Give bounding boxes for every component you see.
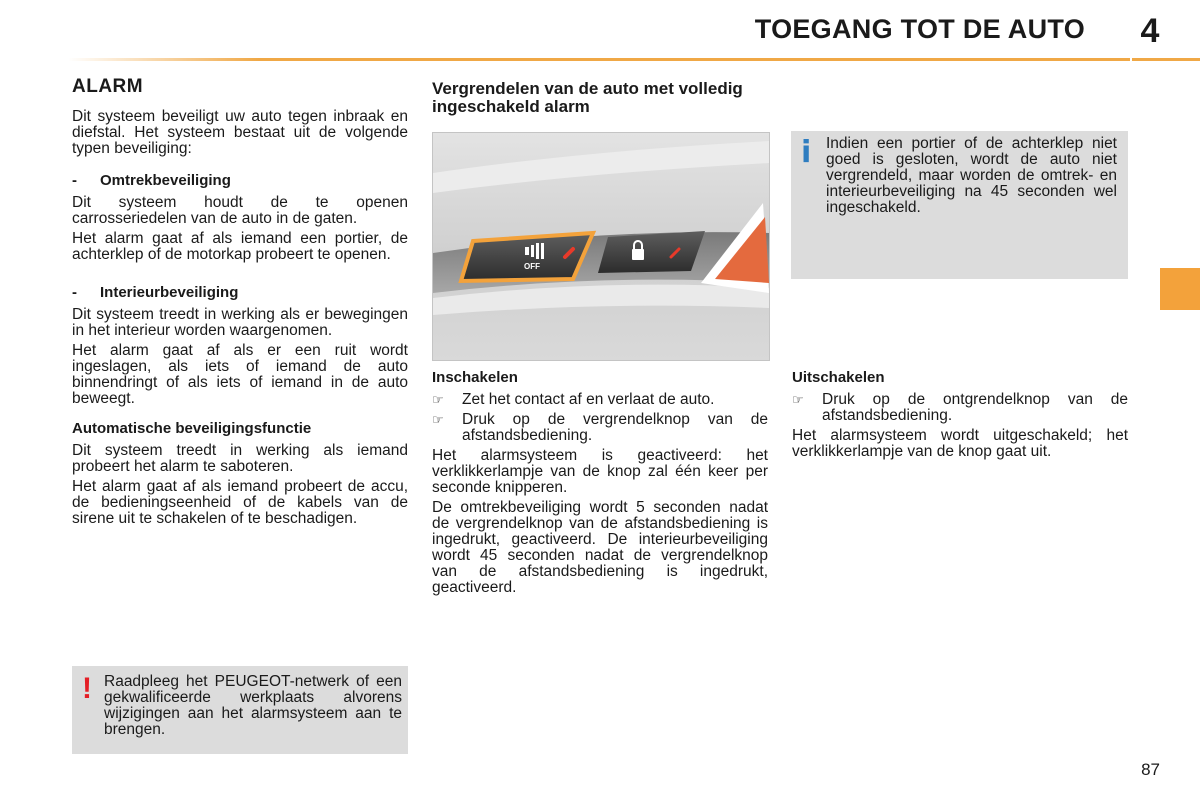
page-header-title: TOEGANG TOT DE AUTO: [754, 14, 1085, 44]
info-icon: i: [801, 135, 812, 170]
auto-protection-heading: Automatische beveiligingsfunctie: [72, 420, 312, 437]
intro-paragraph: Dit systeem beveiligt uw auto tegen inbraak en diefstal. Het systeem bestaat uit de volgende typen beveiliging:: [72, 108, 408, 157]
off-label: OFF: [524, 262, 540, 271]
interior-heading: [72, 285, 408, 301]
pointing-hand-icon: ☞: [792, 392, 804, 407]
chapter-number: 4: [1140, 12, 1160, 50]
pointing-hand-icon: ☞: [432, 392, 444, 407]
info-text: Indien een portier of de achterklep niet goed is gesloten, wordt de auto niet vergrendeld, maar worden de omtrek- en interieurbeveiliging na 45 seconden wel ingeschakeld.: [826, 135, 1117, 216]
interior-paragraph-2: Het alarm gaat af als er een ruit wordt ingeslagen, als iets of iemand de auto binnendringt of als iets of iemand in de auto beweegt.: [72, 342, 408, 407]
section-title: ALARM: [72, 76, 144, 97]
interior-heading-text: Interieurbeveiliging: [100, 284, 239, 301]
left-column: [72, 76, 408, 531]
perimeter-paragraph-2: Het alarm gaat af als iemand een portier, de achterklep of de motorkap probeert te openen.: [72, 230, 408, 263]
deactivation-bullet: [792, 392, 1128, 424]
activation-bullet: [432, 392, 768, 408]
chapter-side-tab: [1160, 268, 1200, 310]
info-box: [791, 131, 1128, 279]
header-rule: [68, 58, 1130, 61]
auto-protection-paragraph-2: Het alarm gaat af als iemand probeert de accu, de bedieningseenheid of de kabels van de sirene uit te schakelen of te beschadigen.: [72, 478, 408, 527]
dashboard-panel-image: [433, 133, 769, 360]
warning-text: Raadpleeg het PEUGEOT-netwerk of een gekwalificeerde werkplaats alvorens wijzigingen aan het alarmsysteem aan te brengen.: [104, 673, 402, 738]
perimeter-paragraph-1: Dit systeem houdt de te openen carrosseriedelen van de auto in de gaten.: [72, 194, 408, 227]
auto-protection-paragraph-1: Dit systeem treedt in werking als iemand probeert het alarm te saboteren.: [72, 442, 408, 475]
deactivation-bullet-text: Druk op de ontgrendelknop van de afstandsbediening.: [822, 391, 1128, 424]
activation-section: [432, 370, 768, 600]
locking-title: Vergrendelen van de auto met volledig ingeschakeld alarm: [432, 79, 743, 116]
perimeter-dash: -: [72, 172, 77, 189]
lock-button: [598, 231, 705, 273]
activation-bullet: [432, 412, 768, 444]
activation-bullet-text: Zet het contact af en verlaat de auto.: [462, 391, 715, 408]
alarm-button-illustration: [432, 132, 770, 361]
deactivation-section: [792, 370, 1128, 464]
page-number: 87: [1141, 760, 1160, 779]
pointing-hand-icon: ☞: [432, 412, 444, 427]
perimeter-heading-text: Omtrekbeveiliging: [100, 172, 231, 189]
activation-heading: Inschakelen: [432, 369, 518, 386]
activation-paragraph-2: De omtrekbeveiliging wordt 5 seconden nadat de vergrendelknop van de afstandsbediening is ingedrukt, geactiveerd. De interieurbeveiliging wordt 45 seconden nadat de vergrendelknop van de afstandsbediening is ingedrukt, geactiveerd.: [432, 499, 768, 596]
activation-paragraph-1: Het alarmsysteem is geactiveerd: het verklikkerlampje van de knop zal één keer per seconde knipperen.: [432, 447, 768, 496]
deactivation-paragraph: Het alarmsysteem wordt uitgeschakeld; het verklikkerlampje van de knop gaat uit.: [792, 427, 1128, 460]
alarm-off-button: [461, 233, 593, 281]
interior-dash: -: [72, 284, 77, 301]
deactivation-heading: Uitschakelen: [792, 369, 885, 386]
activation-bullet-text: Druk op de vergrendelknop van de afstandsbediening.: [462, 411, 768, 444]
middle-title-block: [432, 80, 768, 120]
perimeter-heading: [72, 173, 408, 189]
warning-icon: !: [82, 672, 92, 705]
interior-paragraph-1: Dit systeem treedt in werking als er bewegingen in het interieur worden waargenomen.: [72, 306, 408, 339]
warning-box: [72, 666, 408, 754]
header-rule-end: [1132, 58, 1200, 61]
